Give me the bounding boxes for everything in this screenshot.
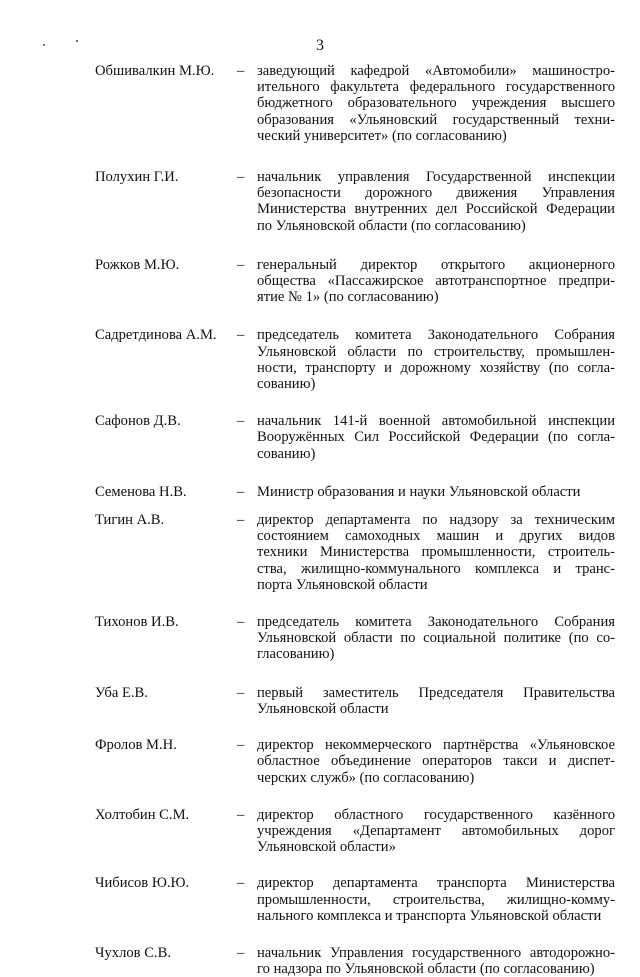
dash-separator: – <box>237 737 245 754</box>
position-line: черских служб» (по согласованию) <box>257 769 475 786</box>
member-position <box>257 685 615 717</box>
position-line: сованию) <box>257 376 316 393</box>
member-name: Тигин А.В. <box>95 512 165 529</box>
member-row <box>95 413 615 462</box>
dash-separator: – <box>237 512 245 529</box>
dash-separator: – <box>237 806 245 823</box>
member-name: Уба Е.В. <box>95 684 148 701</box>
position-line: Ульяновской области» <box>257 839 396 856</box>
position-line: Ульяновской области по социальной политике (по со- <box>257 630 615 647</box>
member-position <box>257 512 615 593</box>
dash-separator: – <box>237 875 245 892</box>
member-row <box>95 614 615 663</box>
position-line: гласованию) <box>257 646 335 663</box>
position-line: директор областного государственного казённого <box>257 806 615 823</box>
member-name: Фролов М.Н. <box>95 737 177 754</box>
position-line: общества «Пассажирское автотранспортное предпри- <box>257 273 615 290</box>
position-line: бюджетного образовательного учреждения высшего <box>257 95 615 112</box>
dash-separator: – <box>237 614 245 631</box>
position-line: председатель комитета Законодательного Собрания <box>257 614 615 631</box>
member-position <box>257 327 615 392</box>
member-name: Чухлов С.В. <box>95 944 171 961</box>
position-line: ности, транспорту и дорожному хозяйству (по согла- <box>257 359 615 376</box>
member-row <box>95 685 615 717</box>
member-name: Полухин Г.И. <box>95 169 179 186</box>
dash-separator: – <box>237 327 245 344</box>
member-row <box>95 169 615 234</box>
position-line: Ульяновской области <box>257 700 389 717</box>
dash-separator: – <box>237 684 245 701</box>
position-line: порта Ульяновской области <box>257 576 428 593</box>
position-line: председатель комитета Законодательного Собрания <box>257 327 615 344</box>
dash-separator: – <box>237 944 245 961</box>
dash-separator: – <box>237 256 245 273</box>
page-number: 3 <box>316 37 324 54</box>
member-row <box>95 875 615 924</box>
position-line: начальник управления Государственной инспекции <box>257 169 615 186</box>
position-line: по Ульяновской области (по согласованию) <box>257 217 526 234</box>
dash-separator: – <box>237 63 245 79</box>
position-line: Ульяновской области по строительству, промышлен- <box>257 343 615 360</box>
position-line: директор департамента транспорта Министерства <box>257 875 615 892</box>
position-line: состоянием самоходных машин и других видов <box>257 528 615 545</box>
position-line: ческий университет» (по согласованию) <box>257 127 507 144</box>
member-position <box>257 169 615 234</box>
position-line: заведующий кафедрой «Автомобили» машиностро- <box>257 63 615 79</box>
member-name: Тихонов И.В. <box>95 614 179 631</box>
member-row <box>95 63 615 144</box>
position-line: безопасности дорожного движения Управления <box>257 185 615 202</box>
position-line: начальник 141-й военной автомобильной инспекции <box>257 413 615 430</box>
position-line: директор некоммерческого партнёрства «Ульяновское <box>257 737 615 754</box>
member-row <box>95 327 615 392</box>
position-line: образования «Ульяновский государственный техни- <box>257 111 615 128</box>
position-line: ительного факультета федерального государственного <box>257 79 615 96</box>
member-name: Сафонов Д.В. <box>95 413 181 430</box>
position-line: промышленности, строительства, жилищно-комму- <box>257 891 615 908</box>
member-name: Рожков М.Ю. <box>95 256 180 273</box>
position-line: сованию) <box>257 445 316 462</box>
member-row <box>95 945 615 977</box>
member-name: Садретдинова А.М. <box>95 327 217 344</box>
position-line: первый заместитель Председателя Правительства <box>257 684 615 701</box>
position-line: директор департамента по надзору за техническим <box>257 512 615 529</box>
member-row <box>95 807 615 856</box>
member-row <box>95 484 615 500</box>
member-position <box>257 807 615 856</box>
member-position <box>257 945 615 977</box>
position-line: ятие № 1» (по согласованию) <box>257 289 439 306</box>
position-line: ства, жилищно-коммунального комплекса и транс- <box>257 560 615 577</box>
member-name: Чибисов Ю.Ю. <box>95 875 190 892</box>
position-line: Министр образования и науки Ульяновской области <box>257 483 581 500</box>
dash-separator: – <box>237 169 245 186</box>
position-line: начальник Управления государственного автодорожно- <box>257 944 615 961</box>
member-position <box>257 737 615 786</box>
dash-separator: – <box>237 483 245 500</box>
member-row <box>95 257 615 306</box>
position-line: техники Министерства промышленности, строитель- <box>257 544 615 561</box>
member-position <box>257 484 615 500</box>
position-line: го надзора по Ульяновской области (по согласованию) <box>257 961 595 977</box>
member-position <box>257 875 615 924</box>
position-line: Вооружённых Сил Российской Федерации (по согла- <box>257 429 615 446</box>
member-name: Обшивалкин М.Ю. <box>95 63 215 79</box>
dash-separator: – <box>237 413 245 430</box>
position-line: учреждения «Департамент автомобильных дорог <box>257 822 615 839</box>
member-position <box>257 413 615 462</box>
position-line: областное объединение операторов такси и диспет- <box>257 753 615 770</box>
member-position <box>257 614 615 663</box>
member-row <box>95 737 615 786</box>
position-line: генеральный директор открытого акционерного <box>257 256 615 273</box>
position-line: Министерства внутренних дел Российской Федерации <box>257 201 615 218</box>
member-name: Семенова Н.В. <box>95 483 187 500</box>
member-list <box>95 63 615 977</box>
member-position <box>257 257 615 306</box>
member-position <box>257 63 615 144</box>
position-line: нального комплекса и транспорта Ульяновской области <box>257 907 602 924</box>
member-name: Холтобин С.М. <box>95 806 190 823</box>
member-row <box>95 512 615 593</box>
